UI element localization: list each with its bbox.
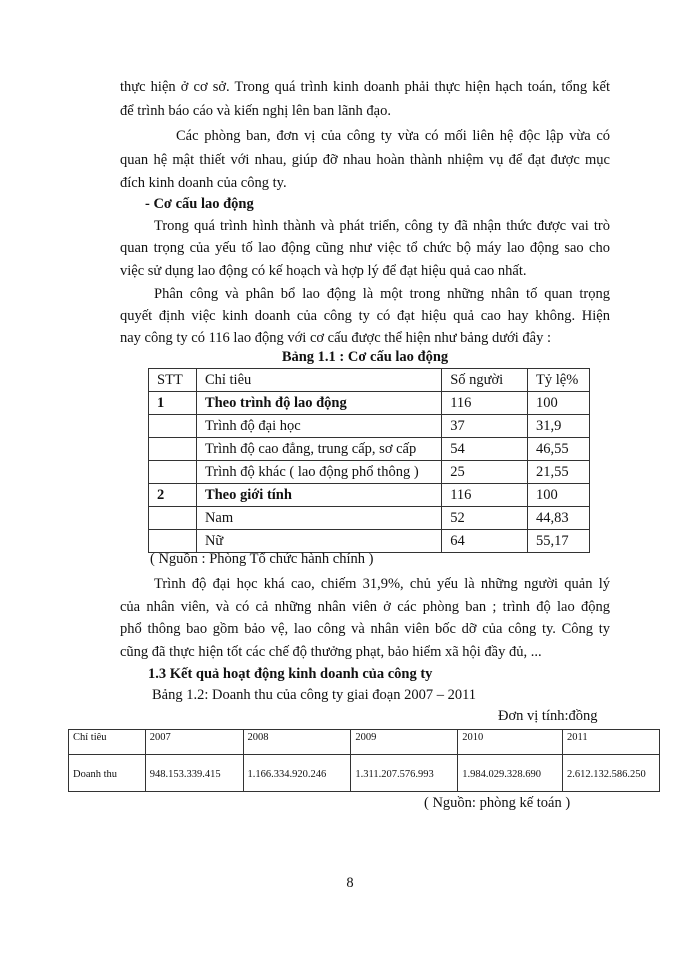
table-header-cell: 2007 — [145, 730, 243, 755]
table-cell-pct: 100 — [528, 484, 590, 507]
table-row — [149, 461, 590, 484]
table-cell-stt — [149, 507, 197, 530]
table-cell-count: 52 — [442, 507, 528, 530]
table-cell-count: 116 — [442, 484, 528, 507]
table-header-cell: 2008 — [243, 730, 351, 755]
table-cell-count: 64 — [442, 530, 528, 553]
table2-caption: Bảng 1.2: Doanh thu của công ty giai đoạn 2007 – 2011 — [152, 687, 477, 703]
table-row — [69, 755, 660, 792]
table-cell: 2.612.132.586.250 — [563, 755, 660, 792]
table-cell-stt — [149, 415, 197, 438]
table-header-row — [69, 730, 660, 755]
table-cell: 1.166.334.920.246 — [243, 755, 351, 792]
paragraph-line: quan hệ mật thiết với nhau, giúp đỡ nhau hoàn thành nhiệm vụ để đạt được mục — [120, 152, 610, 168]
table-header-cell: Số người — [442, 369, 528, 392]
paragraph-line: quan trọng của yếu tố lao động cũng như việc tổ chức bộ máy lao động sao cho — [120, 240, 610, 256]
table-row — [149, 392, 590, 415]
paragraph-line: Trình độ đại học khá cao, chiếm 31,9%, chủ yếu là những người quản lý — [154, 576, 610, 592]
table-cell-label: Theo giới tính — [196, 484, 441, 507]
table-cell-count: 25 — [442, 461, 528, 484]
table-cell-count: 116 — [442, 392, 528, 415]
table-header-cell: 2009 — [351, 730, 458, 755]
table-cell: 1.984.029.328.690 — [458, 755, 563, 792]
section-heading-labor: - Cơ cấu lao động — [145, 196, 254, 212]
table-cell-pct: 46,55 — [528, 438, 590, 461]
table-cell: 948.153.339.415 — [145, 755, 243, 792]
labor-structure-table — [148, 368, 590, 553]
table-cell-stt — [149, 461, 197, 484]
table-cell-label: Trình độ đại học — [196, 415, 441, 438]
paragraph-line: của nhân viên, và có cả những nhân viên ở các phòng ban ; trình độ lao động — [120, 599, 610, 615]
page-number: 8 — [346, 875, 354, 891]
table-cell-label: Trình độ cao đẳng, trung cấp, sơ cấp — [196, 438, 441, 461]
table1-source: ( Nguồn : Phòng Tổ chức hành chính ) — [150, 551, 374, 567]
table-cell-stt: 2 — [149, 484, 197, 507]
table-cell-stt: 1 — [149, 392, 197, 415]
table-header-cell: Chỉ tiêu — [196, 369, 441, 392]
paragraph-line: việc sử dụng lao động có kế hoạch và hợp lý để đạt hiệu quả cao nhất. — [120, 263, 527, 279]
paragraph-line: đích kinh doanh của công ty. — [120, 175, 287, 191]
table-header-row — [149, 369, 590, 392]
table-header-cell: 2010 — [458, 730, 563, 755]
table-header-cell: STT — [149, 369, 197, 392]
paragraph-line: để trình báo cáo và kiến nghị lên ban lãnh đạo. — [120, 103, 391, 119]
table-cell-pct: 100 — [528, 392, 590, 415]
section-heading-business-results: 1.3 Kết quả hoạt động kinh doanh của công ty — [148, 666, 433, 682]
paragraph-line: Phân công và phân bổ lao động là một trong những nhân tố quan trọng — [154, 286, 610, 302]
table-header-cell: 2011 — [563, 730, 660, 755]
table-cell-pct: 21,55 — [528, 461, 590, 484]
table-cell-label: Nữ — [196, 530, 441, 553]
table-cell-label: Trình độ khác ( lao động phổ thông ) — [196, 461, 441, 484]
paragraph-line: nay công ty có 116 lao động với cơ cấu được thể hiện như bảng dưới đây : — [120, 330, 552, 346]
table-cell-pct: 44,83 — [528, 507, 590, 530]
table-cell-pct: 55,17 — [528, 530, 590, 553]
table-header-cell: Chỉ tiêu — [69, 730, 146, 755]
table2-source: ( Nguồn: phòng kế toán ) — [424, 795, 571, 811]
paragraph-line: phổ thông bao gồm bảo vệ, lao công và nhân viên bốc dỡ của công ty. Công ty — [120, 621, 610, 637]
paragraph-line: cũng đã thực hiện tốt các chế độ thưởng phạt, bảo hiểm xã hội đầy đủ, ... — [120, 644, 542, 660]
table-row — [149, 507, 590, 530]
table-cell-count: 54 — [442, 438, 528, 461]
table-cell-label: Nam — [196, 507, 441, 530]
table-cell: Doanh thu — [69, 755, 146, 792]
table-row — [149, 415, 590, 438]
table-row — [149, 438, 590, 461]
table1-caption: Bảng 1.1 : Cơ cấu lao động — [281, 349, 449, 365]
table-cell: 1.311.207.576.993 — [351, 755, 458, 792]
paragraph-line: Các phòng ban, đơn vị của công ty vừa có mối liên hệ độc lập vừa có — [176, 128, 610, 144]
paragraph-line: thực hiện ở cơ sở. Trong quá trình kinh doanh phải thực hiện hạch toán, tổng kết — [120, 79, 610, 95]
revenue-table — [68, 729, 660, 792]
table-header-cell: Tỷ lệ% — [528, 369, 590, 392]
table-cell-pct: 31,9 — [528, 415, 590, 438]
unit-label: Đơn vị tính:đồng — [498, 708, 598, 724]
table-row — [149, 484, 590, 507]
paragraph-line: quyết định việc kinh doanh của công ty có đạt hiệu quả cao hay không. Hiện — [120, 308, 610, 324]
table-cell-label: Theo trình độ lao động — [196, 392, 441, 415]
table-cell-count: 37 — [442, 415, 528, 438]
table-cell-stt — [149, 438, 197, 461]
paragraph-line: Trong quá trình hình thành và phát triển, công ty đã nhận thức được vai trò — [154, 218, 610, 234]
